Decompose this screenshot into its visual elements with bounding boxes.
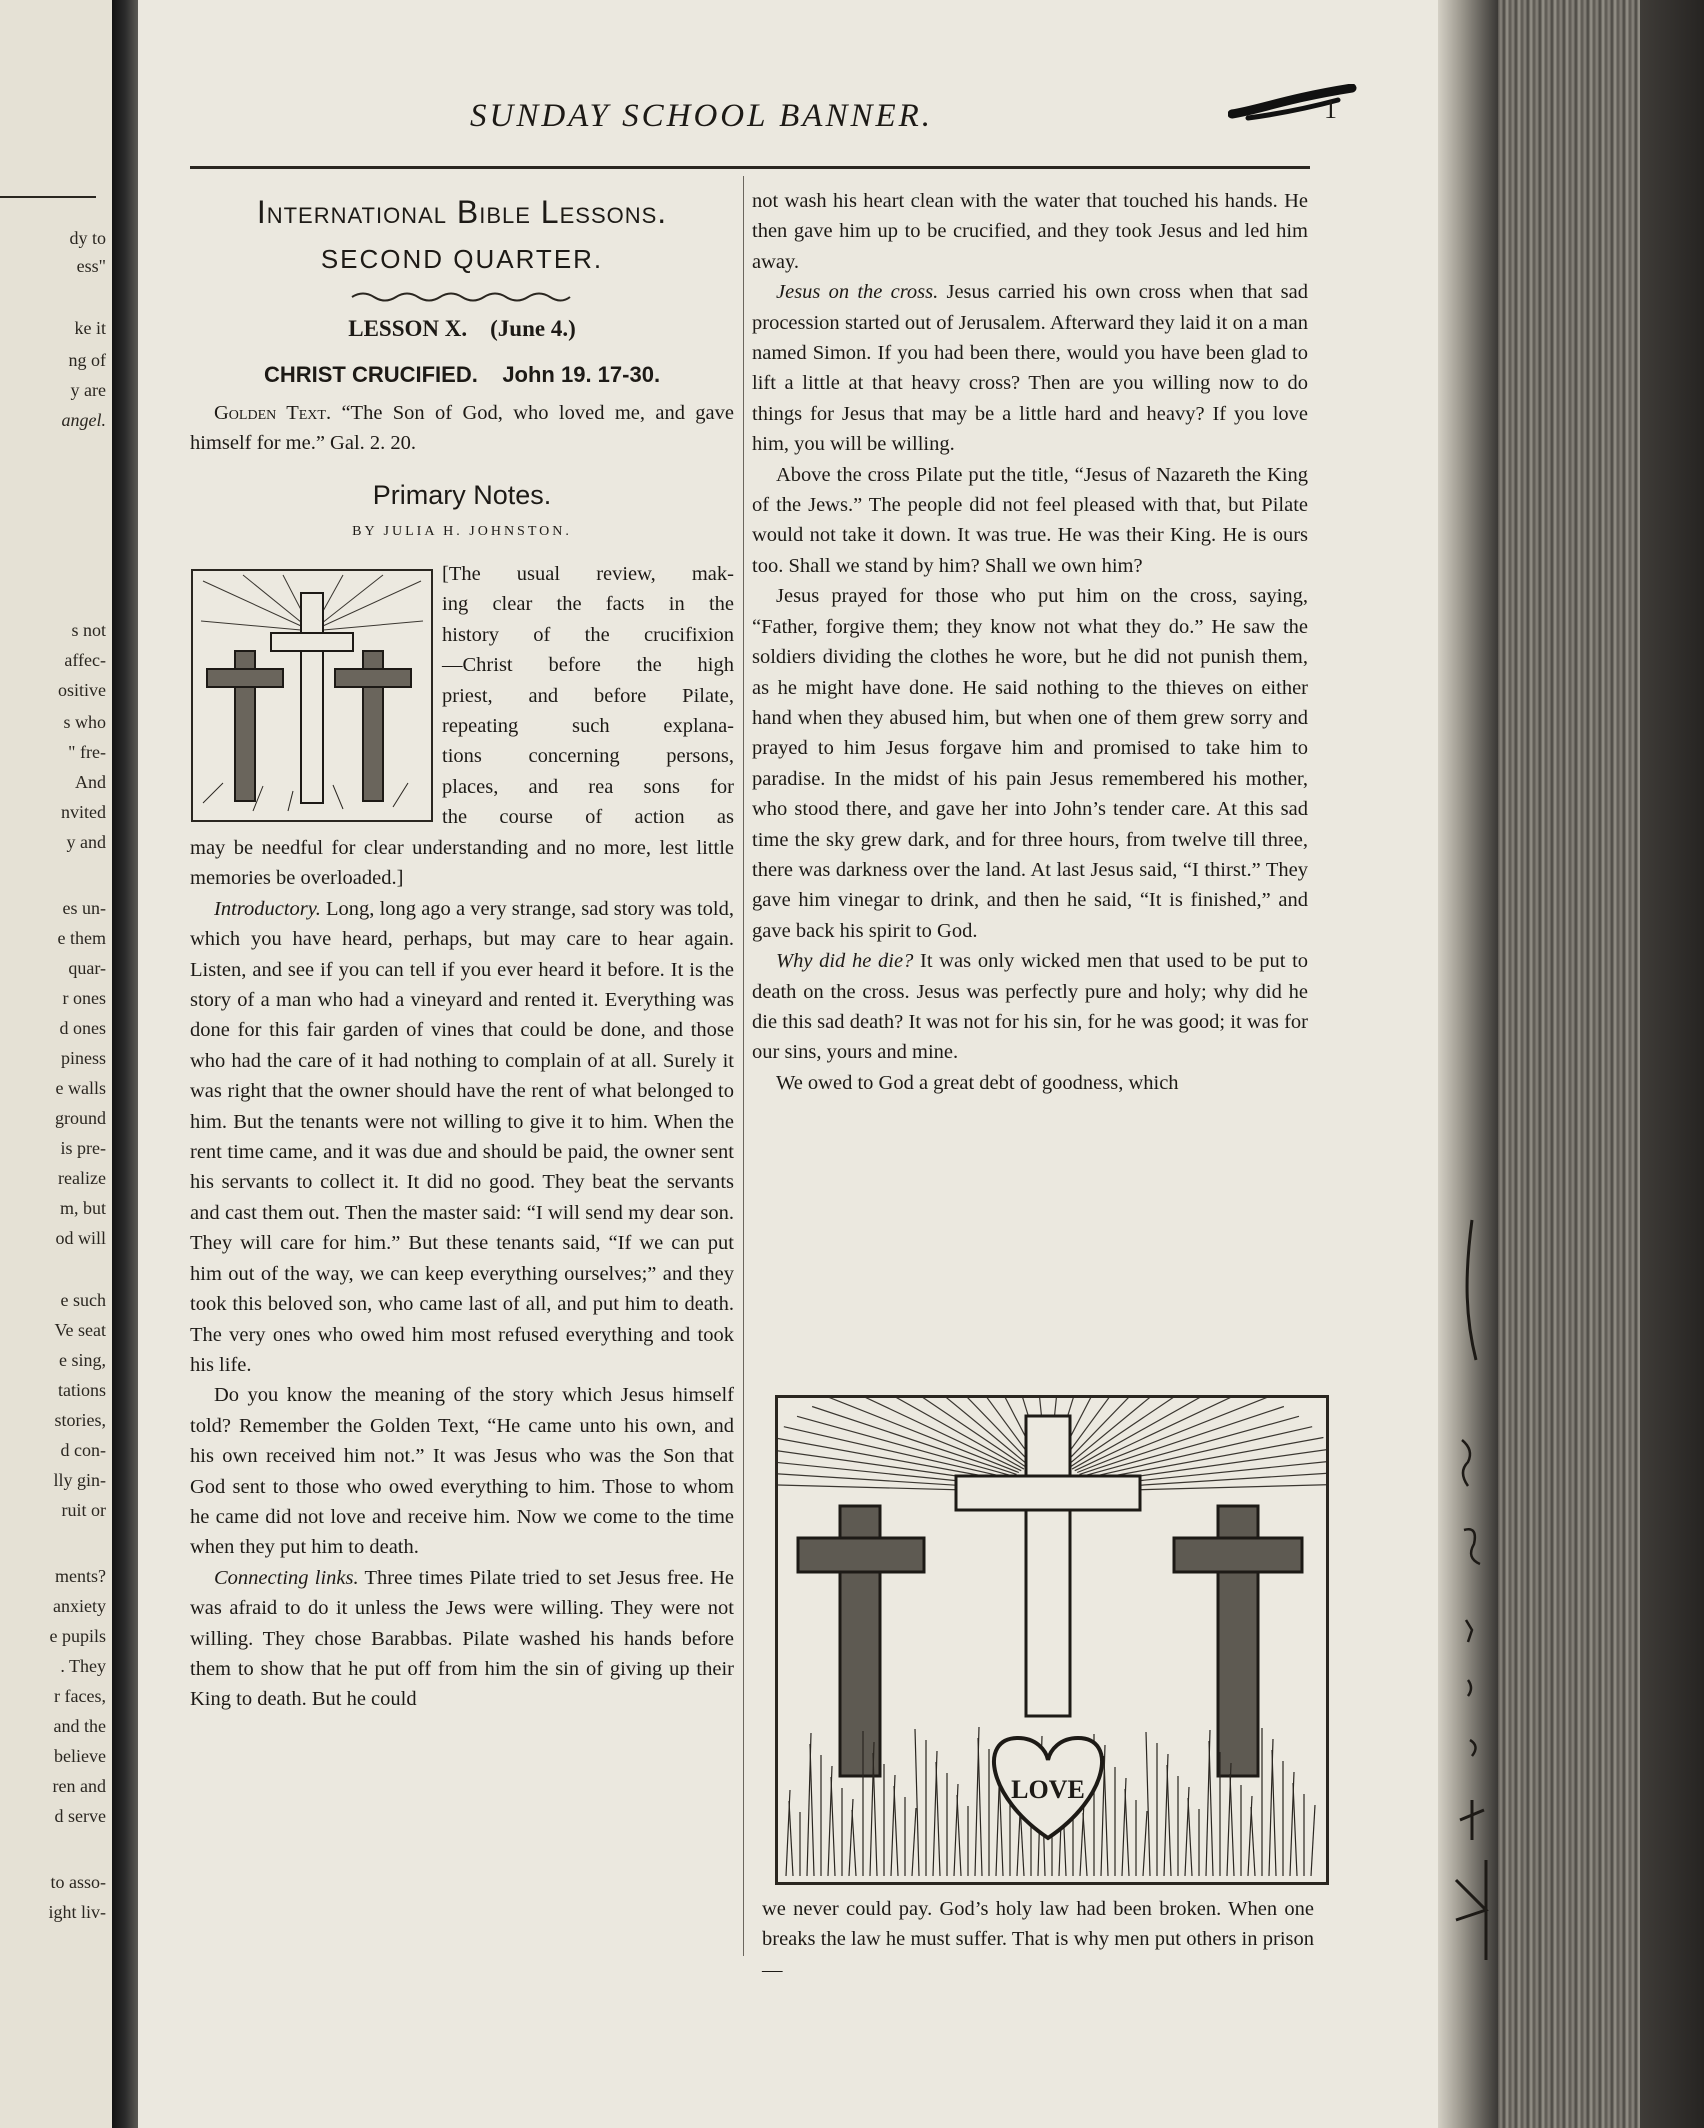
- right-column-body: [752, 186, 1308, 1098]
- previous-page-line: ess": [76, 256, 106, 276]
- page-number-scribble: [1228, 84, 1358, 124]
- column-divider: [743, 176, 744, 1956]
- lessons-main-title: International Bible Lessons.: [256, 194, 668, 230]
- previous-page-line: y are: [70, 380, 106, 400]
- previous-page-line: is pre-: [60, 1138, 106, 1158]
- previous-page-line: ments?: [55, 1566, 106, 1586]
- previous-page-line: ng of: [68, 350, 106, 370]
- previous-page-line: ight liv-: [48, 1902, 106, 1922]
- wrap-line: places, and rea sons for: [442, 775, 734, 798]
- paragraph-continued: not wash his heart clean with the water that touched his hands. He then gave him up to be crucified, and they took Jesus and led him away.: [752, 190, 1308, 273]
- previous-page-line: tations: [58, 1380, 106, 1400]
- previous-page-line: y and: [66, 832, 106, 852]
- decorative-tilde-rule: [350, 290, 572, 304]
- lesson-number: LESSON X.: [348, 316, 468, 341]
- previous-page-line: angel.: [61, 410, 106, 430]
- left-column-body: [190, 833, 734, 1715]
- previous-page-line: m, but: [59, 1198, 106, 1218]
- previous-page-line: d ones: [59, 1018, 106, 1038]
- paragraph-introductory: [190, 894, 734, 1381]
- previous-page-margin: [0, 0, 112, 2128]
- wrap-line: history of the crucifixion: [442, 623, 734, 646]
- intro-wrap-text: [442, 559, 734, 833]
- previous-page-line: to asso-: [50, 1872, 106, 1892]
- previous-page-line: es un-: [62, 898, 106, 918]
- previous-page-line: ruit or: [61, 1500, 106, 1520]
- previous-page-line: . They: [60, 1656, 106, 1676]
- three-crosses-illustration: [191, 569, 433, 822]
- introductory-label: Introductory.: [214, 897, 321, 920]
- lesson-topic-line: [190, 362, 734, 388]
- wrap-line: [The usual review, mak-: [442, 563, 734, 585]
- running-header-title: SUNDAY SCHOOL BANNER.: [470, 98, 934, 134]
- golden-text: [190, 398, 734, 459]
- previous-page-line: ren and: [52, 1776, 106, 1796]
- header-rule: [190, 166, 1310, 169]
- book-gutter: [112, 0, 138, 2128]
- previous-page-line: dy to: [69, 228, 106, 248]
- cross-text: Jesus carried his own cross when that sad procession started out of Jerusalem. Afterward they laid it on a man named Simon. If you had been there, would you have been glad to lift a little at that heavy cross? Then are you willing now to do things for Jesus that may be a little hard and heavy? If you love him, you will be willing.: [752, 281, 1308, 456]
- why-label: Why did he die?: [776, 950, 914, 973]
- previous-page-line: d serve: [54, 1806, 106, 1826]
- previous-page-line: r faces,: [54, 1686, 106, 1706]
- wrap-line: repeating such explana-: [442, 715, 734, 738]
- lesson-reference: John 19. 17-30.: [502, 362, 661, 387]
- right-column-tail: [762, 1894, 1314, 1985]
- paragraph-after-figure: we never could pay. God’s holy law had been broken. When one breaks the law he must suffer. That is why men put others in prison—: [762, 1898, 1314, 1981]
- paragraph-debt: We owed to God a great debt of goodness, which: [776, 1071, 1179, 1094]
- cross-label: Jesus on the cross.: [776, 281, 939, 304]
- previous-page-line: s not: [71, 620, 106, 640]
- paragraph-cross: [752, 277, 1308, 459]
- previous-page-line: ground: [55, 1108, 106, 1128]
- previous-page-line: ositive: [58, 680, 106, 700]
- notes-title: Primary Notes.: [372, 480, 552, 510]
- svg-text:1: 1: [1324, 95, 1337, 124]
- previous-page-line: " fre-: [68, 742, 106, 762]
- book-cover-edge: [1640, 0, 1704, 2128]
- introductory-text: Long, long ago a very strange, sad story was told, which you have heard, perhaps, but may care to hear again. Listen, and see if you can tell if you ever heard it before. It is the story of a man who had a vineyard and rented it. Everything was done for this fair garden of vines that could be done, and those who had the care of it had nothing to complain of at all. Surely it was right that the owner should have the rent of what belonged to him. But the tenants were not willing to give it to him. When the rent time came, and it was due and should be paid, the owner sent his servants to collect it. It did no good. They beat the servants and cast them out. Then the master said: “I will send my dear son. They will care for him.” But these tenants said, “If we can put him out of the way, we can keep everything ourselves;” and they took this beloved son, who came last of all, and put him to death. The very ones who owed him most refused everything and took his life.: [190, 897, 735, 1376]
- golden-text-body: “The Son of God, who loved me, and gave himself for me.” Gal. 2. 20.: [190, 402, 734, 455]
- previous-page-line: e walls: [55, 1078, 106, 1098]
- wrap-line: tions concerning persons,: [442, 745, 734, 768]
- quarter-title: SECOND QUARTER.: [320, 244, 604, 274]
- previous-page-line: quar-: [68, 958, 106, 978]
- previous-page-line: nvited: [61, 802, 106, 822]
- review-note-tail: may be needful for clear understanding and no more, lest little memories be overloaded.]: [190, 837, 734, 890]
- previous-page-line: e sing,: [59, 1350, 106, 1370]
- wrap-line: ing clear the facts in the: [442, 593, 734, 616]
- connecting-text: Three times Pilate tried to set Jesus free. He was afraid to do it unless the Jews were willing. They were not willing. They chose Barabbas. Pilate washed his hands before them to show that he put off from him the sin of giving up their King to death. But he could: [190, 1566, 734, 1711]
- paragraph-title: Above the cross Pilate put the title, “Jesus of Nazareth the King of the Jews.” The people did not feel pleased with that, but Pilate would not take it down. It was true. He was their King. He is ours too. Shall we stand by him? Shall we own him?: [752, 463, 1308, 577]
- notes-byline: BY JULIA H. JOHNSTON.: [352, 524, 572, 539]
- previous-page-line: and the: [53, 1716, 106, 1736]
- love-heart-label: LOVE: [1011, 1775, 1085, 1804]
- previous-page-line: believe: [54, 1746, 106, 1766]
- golden-text-label: Golden Text.: [214, 402, 332, 424]
- previous-page-line: piness: [61, 1048, 106, 1068]
- previous-page-line: Ve seat: [54, 1320, 106, 1340]
- previous-page-line: lly gin-: [53, 1470, 106, 1490]
- previous-page-line: r ones: [62, 988, 106, 1008]
- wrap-lines: [442, 559, 734, 833]
- crosses-love-illustration: [775, 1395, 1329, 1885]
- previous-page-line: s who: [63, 712, 106, 732]
- previous-page-line: ke it: [74, 318, 106, 338]
- previous-page-line: d con-: [60, 1440, 106, 1460]
- previous-page-rule: [0, 196, 96, 198]
- wrap-line: the course of action as: [442, 806, 734, 829]
- paragraph-connecting: [190, 1563, 734, 1715]
- wrap-line: priest, and before Pilate,: [442, 684, 734, 707]
- previous-page-line: affec-: [64, 650, 106, 670]
- previous-page-line: e them: [57, 928, 106, 948]
- connecting-label: Connecting links.: [214, 1566, 359, 1589]
- lesson-heading: [190, 316, 734, 342]
- previous-page-line: e pupils: [49, 1626, 106, 1646]
- lesson-date: (June 4.): [490, 316, 576, 341]
- why-text: It was only wicked men that used to be put to death on the cross. Jesus was perfectly pure and holy; why did he die this sad death? It was not for his sin, for he was good; it was for our sins, yours and mine.: [752, 950, 1309, 1064]
- handwritten-mark: [1442, 1200, 1502, 1970]
- paragraph-why: [752, 946, 1308, 1068]
- paragraph-prayed: Jesus prayed for those who put him on the cross, saying, “Father, forgive them; they know not what they do.” He saw the soldiers dividing the clothes he wore, but he did not punish them, as he might have done. He said nothing to the thieves on either hand when they abused him, but when one of them grew sorry and prayed to him Jesus forgave him and promised to take him to paradise. In the midst of his pain Jesus remembered his mother, who stood there, and gave her into John’s tender care. At this sad time the sky grew dark, and for three hours, from twelve till three, there was darkness over the land. At last Jesus said, “I thirst.” They gave him vinegar to drink, and then he said, “It is finished,” and gave back his spirit to God.: [752, 585, 1308, 942]
- previous-page-line: anxiety: [53, 1596, 106, 1616]
- wrap-line: —Christ before the high: [442, 654, 734, 677]
- previous-page-line: And: [75, 772, 106, 792]
- previous-page-line: stories,: [54, 1410, 106, 1430]
- previous-page-line: od will: [55, 1228, 106, 1248]
- lesson-topic: CHRIST CRUCIFIED.: [263, 362, 478, 387]
- previous-page-line: realize: [58, 1168, 106, 1188]
- previous-page-line: e such: [60, 1290, 106, 1310]
- paragraph-meaning: Do you know the meaning of the story which Jesus himself told? Remember the Golden Text, “He came unto his own, and his own received him not.” It was Jesus who was the Son that God sent to those who owed everything to him. Those to whom he came did not love and receive him. Now we come to the time when they put him to death.: [190, 1384, 734, 1559]
